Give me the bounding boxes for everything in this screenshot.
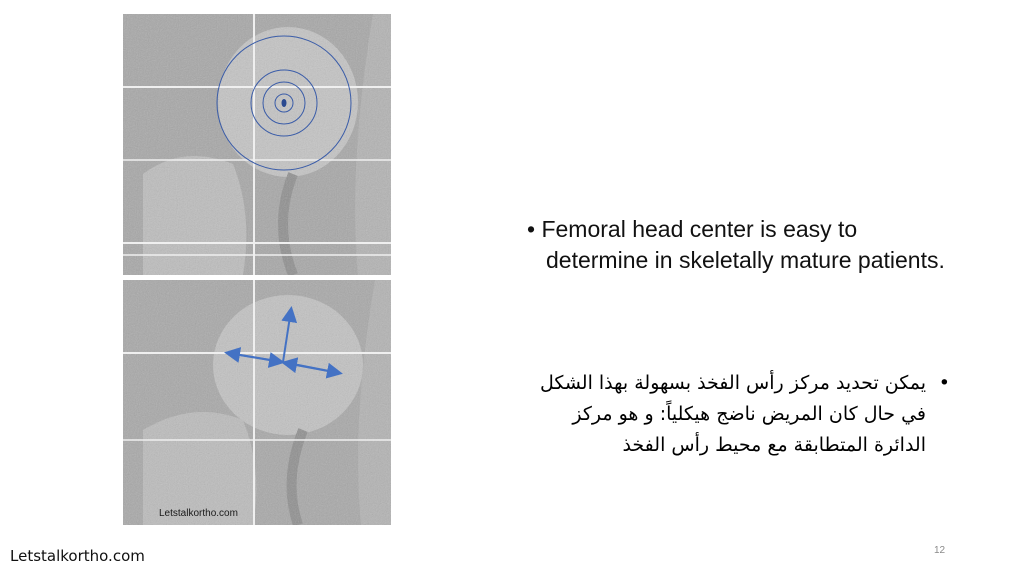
bullet-symbol-arabic: • <box>938 372 950 394</box>
bullet-arabic-text: يمكن تحديد مركز رأس الفخذ بسهولة بهذا الشكل في حال كان المريض ناضج هيكلياً: و هو مركز الدائرة المتطابقة مع محيط رأس الفخذ <box>539 372 926 456</box>
footer-site-name: Letstalkortho.com <box>10 547 145 565</box>
bullet-english-text: Femoral head center is easy to determine in skeletally mature patients. <box>541 216 945 273</box>
page-number: 12 <box>934 545 946 556</box>
xray-image-arrows <box>123 280 391 525</box>
bullet-symbol: • <box>527 216 536 242</box>
xray-image-concentric-circles <box>123 14 391 275</box>
femoral-head-center-marker <box>282 99 287 107</box>
bullet-arabic <box>520 368 950 461</box>
image-watermark: Letstalkortho.com <box>159 508 238 519</box>
bullet-english <box>527 214 946 276</box>
